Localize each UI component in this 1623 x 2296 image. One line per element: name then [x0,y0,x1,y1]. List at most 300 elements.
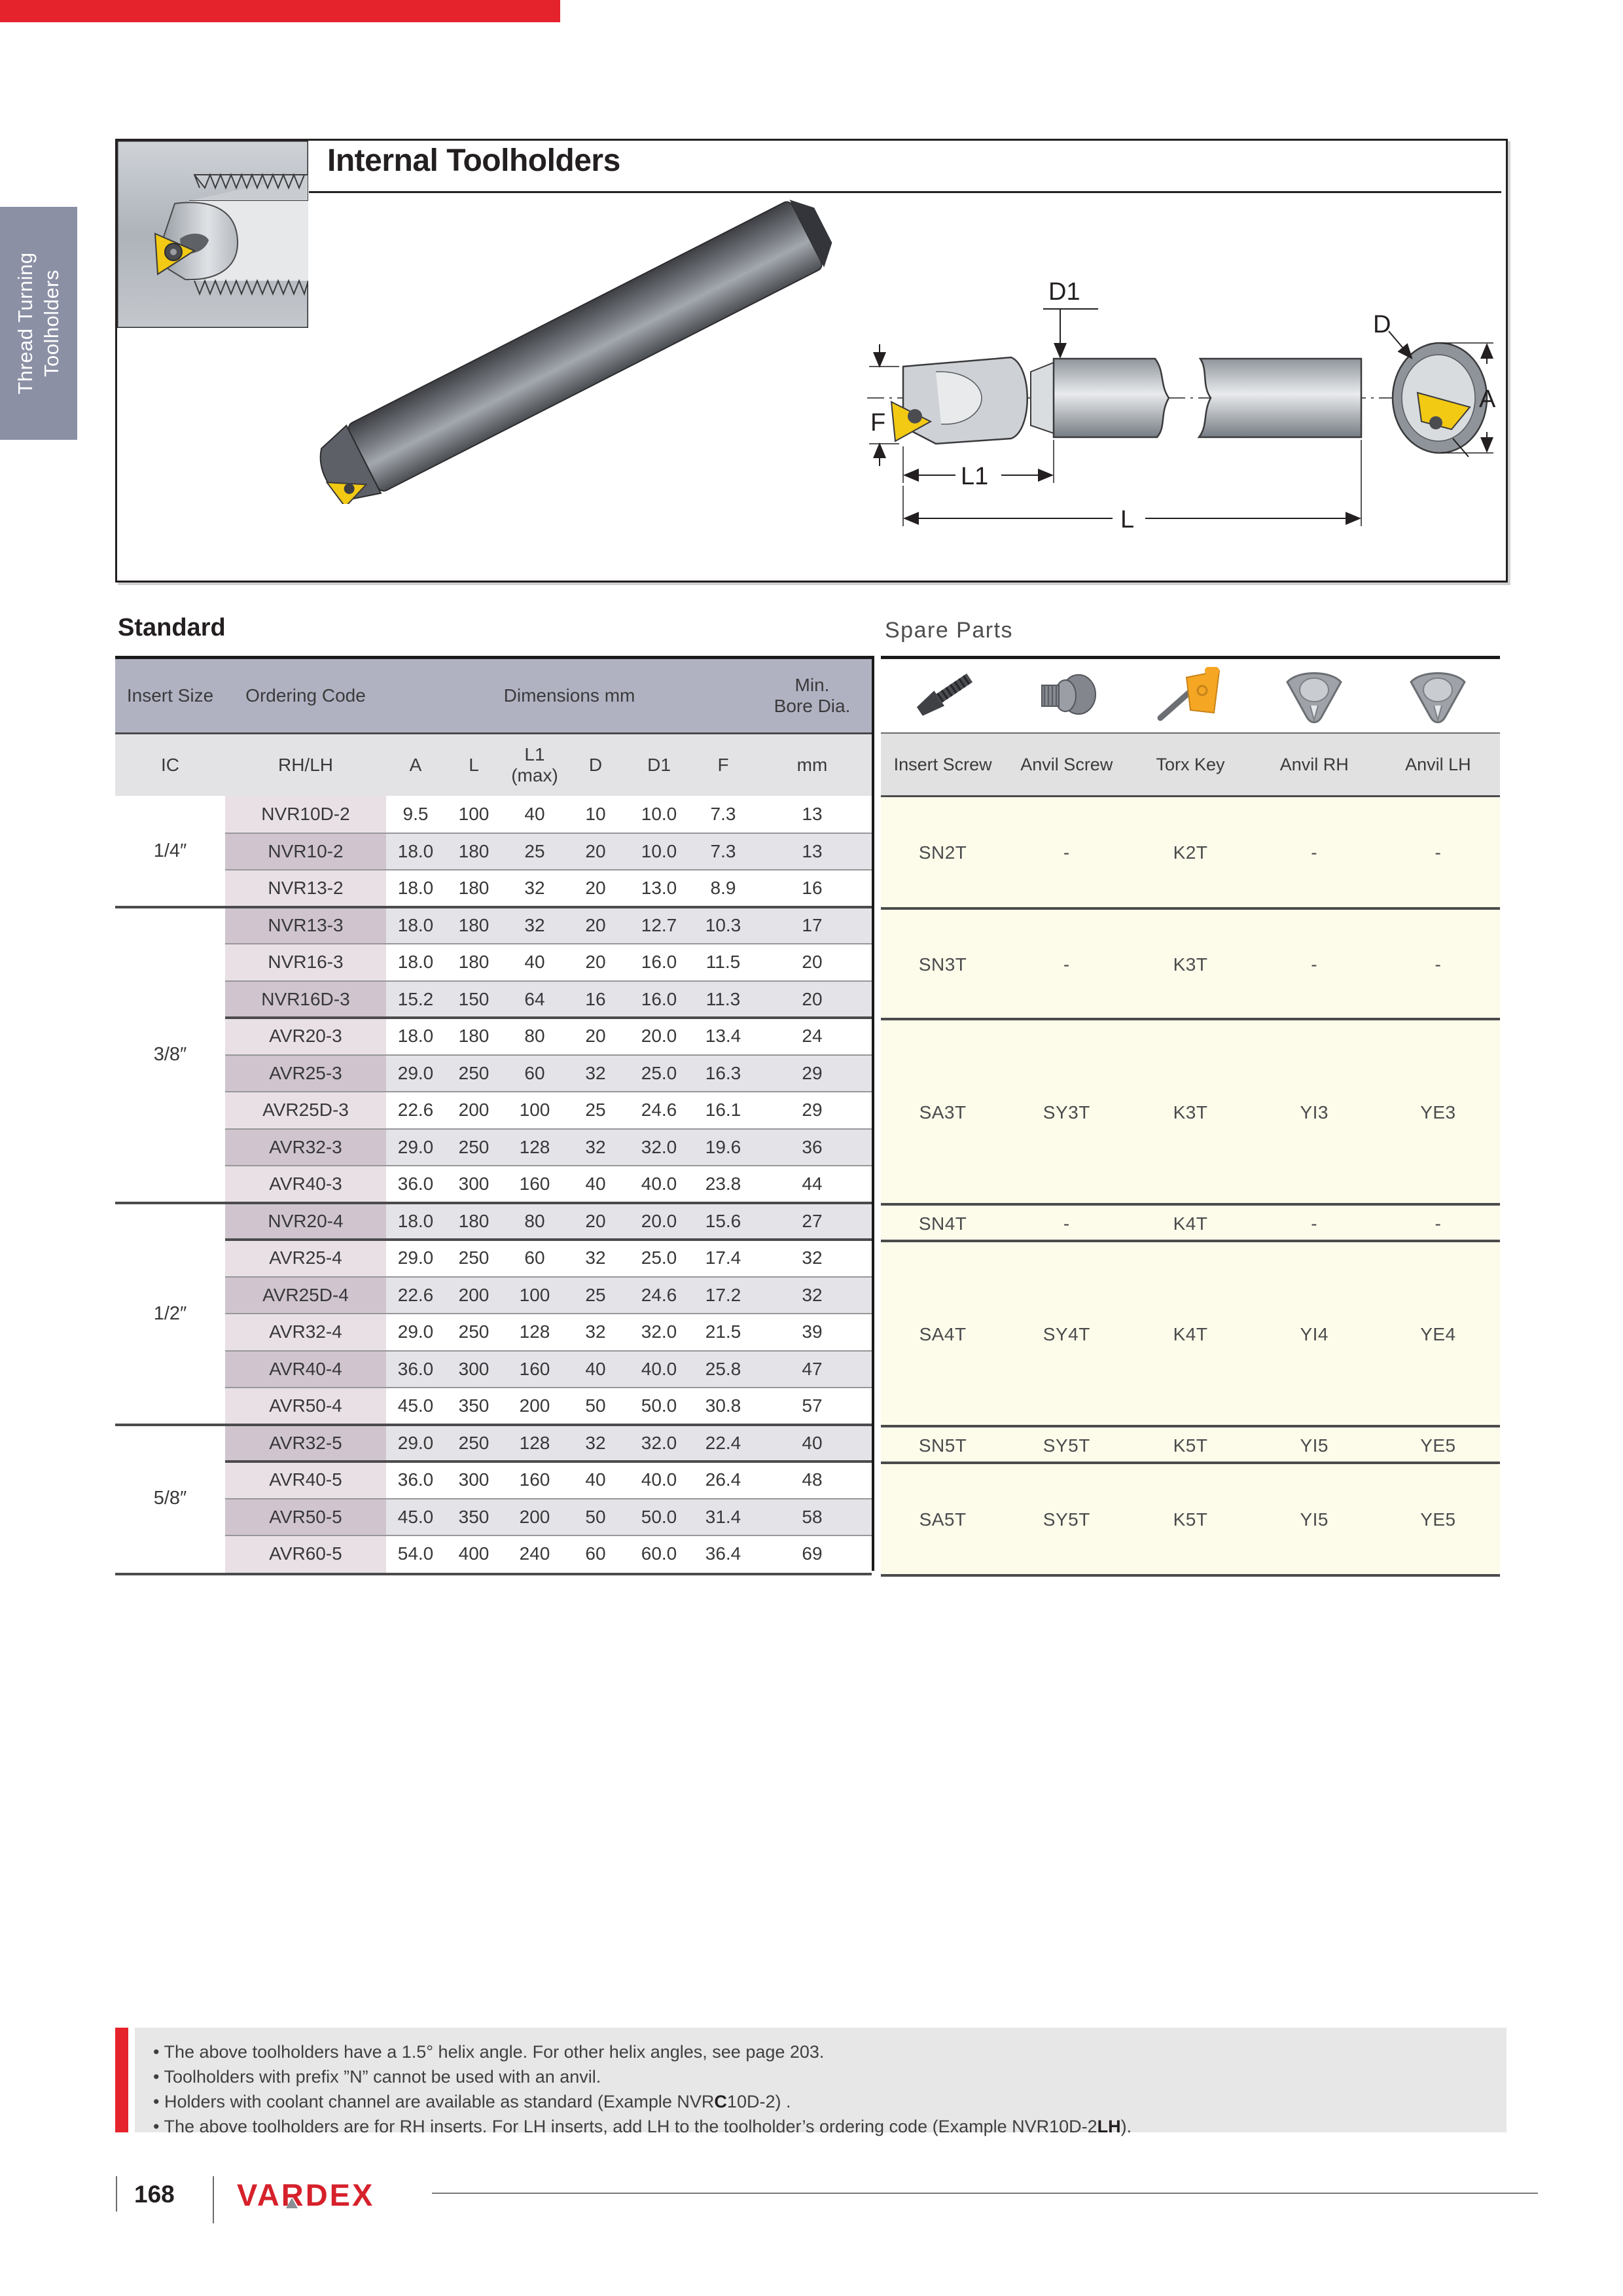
min-bore-cell: 39 [753,1314,872,1351]
table-row [225,907,872,944]
dimension-cell: 128 [503,1314,567,1351]
dimension-cell: 40 [503,796,567,833]
dimension-cell: 7.3 [694,796,753,833]
row-divider-line [225,1535,872,1536]
row-divider-line [225,1387,872,1388]
dimension-cell: 250 [445,1425,503,1462]
table-separator-line [872,656,874,1571]
min-bore-cell: 13 [753,796,872,833]
min-bore-cell: 32 [753,1277,872,1314]
dimension-cell: 250 [445,1055,503,1092]
bullet-icon: • [153,2092,164,2111]
dimension-cell: 40 [567,1351,624,1388]
spare-part-code: YE4 [1420,1324,1456,1345]
dimension-cell: 8.9 [694,870,753,907]
dimension-cell: 80 [503,1018,567,1055]
spare-part-code: SY4T [1043,1324,1090,1345]
dimension-cell: 200 [445,1277,503,1314]
dimension-cell: 36.0 [386,1462,445,1499]
spare-col-torx-key: Torx Key [1156,754,1225,774]
row-divider-line [225,869,872,870]
dimension-cell: 40.0 [624,1462,694,1499]
dimension-cell: 30.8 [694,1388,753,1425]
ordering-code-cell: AVR25-4 [225,1240,386,1277]
standard-header-band [115,659,872,732]
spare-part-code: K2T [1173,842,1208,863]
dimension-cell: 25.0 [624,1240,694,1277]
ordering-code-cell: AVR40-5 [225,1462,386,1499]
dimension-cell: 300 [445,1166,503,1203]
ordering-code-cell: AVR20-3 [225,1018,386,1055]
dimension-cell: 10.0 [624,796,694,833]
table-row [225,944,872,981]
insert-size-cell: 3/8″ [153,1044,187,1065]
spare-parts-group-row [881,1203,1500,1243]
dimension-cell: 50.0 [624,1499,694,1536]
dimension-cell: 21.5 [694,1314,753,1351]
dimension-cell: 31.4 [694,1499,753,1536]
row-divider-line [225,1276,872,1278]
spare-parts-group-row [881,1018,1500,1206]
table-row [225,1314,872,1351]
subheader-f: F [717,755,729,775]
dimension-cell: 18.0 [386,1018,445,1055]
dim-label-d: D [1373,311,1391,338]
spare-part-code: SY5T [1043,1509,1090,1530]
min-bore-cell: 32 [753,1240,872,1277]
spare-part-code: YI4 [1300,1324,1329,1345]
spare-part-code: - [1435,842,1442,863]
dim-label-f: F [870,409,886,437]
min-bore-cell: 13 [753,833,872,870]
dimension-cell: 50 [567,1499,624,1536]
dimension-cell: 40 [567,1166,624,1203]
dimension-cell: 32.0 [624,1314,694,1351]
table-row [225,1129,872,1166]
min-bore-cell: 47 [753,1351,872,1388]
spare-col-anvil-rh: Anvil RH [1279,754,1349,774]
row-divider-line [225,1091,872,1092]
sidebar-tab-line1: Thread Turning [14,252,37,395]
dimension-cell: 350 [445,1388,503,1425]
dimension-cell: 11.5 [694,944,753,981]
dimension-cell: 32 [567,1129,624,1166]
spare-parts-group-row [881,907,1500,1021]
table-row [225,1018,872,1055]
min-bore-cell: 17 [753,907,872,944]
dimension-cell: 180 [445,833,503,870]
insert-size-cell: 1/4″ [153,840,187,862]
dimension-cell: 29.0 [386,1240,445,1277]
table-row [225,1499,872,1536]
ordering-code-cell: AVR50-5 [225,1499,386,1536]
min-bore-cell: 44 [753,1166,872,1203]
row-divider-line [225,1313,872,1314]
ordering-code-cell: NVR10-2 [225,833,386,870]
dimension-cell: 16.0 [624,944,694,981]
spare-col-anvil-lh: Anvil LH [1405,754,1471,774]
dimension-cell: 32 [567,1055,624,1092]
dimension-cell: 25 [503,833,567,870]
spare-part-code: YI5 [1300,1509,1329,1530]
dimension-cell: 15.2 [386,981,445,1018]
dimension-cell: 180 [445,944,503,981]
spare-part-code: K5T [1173,1435,1208,1456]
subgroup-divider-line [225,1238,872,1241]
subheader-d: D [588,755,603,775]
dimension-cell: 10.0 [624,833,694,870]
dimension-cell: 128 [503,1425,567,1462]
spare-part-code: SA5T [919,1509,967,1530]
dimension-cell: 32 [503,907,567,944]
dimension-cell: 10.3 [694,907,753,944]
table-row [225,1351,872,1388]
dimension-cell: 40 [567,1462,624,1499]
note-line [153,2039,1507,2064]
spare-part-code: - [1311,1213,1318,1234]
dimension-cell: 10 [567,796,624,833]
table-row [225,981,872,1018]
dimension-cell: 350 [445,1499,503,1536]
standard-subheader-row [115,732,872,796]
dimension-cell: 9.5 [386,796,445,833]
dimension-cell: 25.0 [624,1055,694,1092]
spare-part-code: SN3T [918,954,967,975]
group-divider-line [115,906,872,908]
min-bore-cell: 29 [753,1055,872,1092]
note-text: 10D-2) . [726,2092,791,2111]
anvil-screw-icon [1005,664,1128,727]
dimension-cell: 20.0 [624,1203,694,1240]
spare-part-code: - [1435,954,1442,975]
sidebar-tab-line2: Toolholders [40,269,63,378]
subgroup-divider-line [225,1460,872,1463]
dimension-cell: 32 [503,870,567,907]
dimension-cell: 200 [503,1388,567,1425]
spare-parts-heading: Spare Parts [885,618,1014,643]
spare-part-code: - [1435,1213,1442,1234]
dimension-cell: 22.6 [386,1277,445,1314]
ordering-code-cell: AVR60-5 [225,1535,386,1573]
subheader-l1: L1 (max) [511,744,558,785]
dimension-cell: 17.4 [694,1240,753,1277]
subheader-mm: mm [796,755,828,775]
min-bore-cell: 58 [753,1499,872,1536]
min-bore-cell: 48 [753,1462,872,1499]
dim-label-l: L [1120,506,1135,533]
dimension-cell: 16.3 [694,1055,753,1092]
spare-part-code: SY3T [1043,1102,1090,1123]
spare-part-code: SN5T [918,1435,967,1456]
ordering-code-cell: AVR50-4 [225,1388,386,1425]
spare-part-code: - [1063,1213,1070,1234]
note-line [153,2114,1507,2139]
min-bore-cell: 69 [753,1535,872,1573]
dimension-cell: 20 [567,833,624,870]
dimension-cell: 50.0 [624,1388,694,1425]
dimension-cell: 25 [567,1277,624,1314]
bullet-icon: • [153,2067,164,2087]
top-red-bar [0,0,560,22]
dimension-cell: 32 [567,1314,624,1351]
dimension-cell: 22.4 [694,1425,753,1462]
dimension-cell: 29.0 [386,1129,445,1166]
spare-part-code: SN4T [918,1213,967,1234]
toolholder-photo [301,196,857,504]
standard-table [115,656,872,1575]
note-text: LH [1097,2117,1121,2136]
dimension-cell: 160 [503,1166,567,1203]
spare-parts-group-row [881,797,1500,908]
table-row [225,796,872,833]
min-bore-cell: 20 [753,944,872,981]
dimension-cell: 16.1 [694,1092,753,1129]
notes-box [135,2028,1507,2136]
insert-size-cell: 1/2″ [153,1302,187,1324]
dimension-drawing [857,267,1502,542]
dimension-cell: 13.4 [694,1018,753,1055]
dimension-cell: 17.2 [694,1277,753,1314]
dimension-cell: 15.6 [694,1203,753,1240]
insert-screw-icon [881,664,1005,727]
table-row [225,1055,872,1092]
dimension-cell: 180 [445,1203,503,1240]
dimension-cell: 200 [503,1499,567,1536]
dimension-cell: 25 [567,1092,624,1129]
dimension-cell: 16 [567,981,624,1018]
bullet-icon: • [153,2042,164,2062]
notes-red-bar [115,2028,128,2132]
subheader-a: A [409,755,422,775]
dimension-cell: 18.0 [386,944,445,981]
dimension-cell: 40.0 [624,1351,694,1388]
dimension-cell: 80 [503,1203,567,1240]
row-divider-line [225,980,872,982]
dimension-cell: 200 [445,1092,503,1129]
spare-part-code: K3T [1173,954,1208,975]
spare-part-code: YE5 [1420,1509,1456,1530]
row-divider-line [225,1165,872,1166]
note-text: The above toolholders have a 1.5° helix angle. For other helix angles, see page 203. [164,2042,825,2062]
title-rule [309,191,1501,193]
spare-parts-group-row [881,1462,1500,1575]
dimension-cell: 20 [567,870,624,907]
spare-part-code: YI3 [1300,1102,1329,1123]
dimension-cell: 26.4 [694,1462,753,1499]
group-divider-line [115,1424,872,1426]
dimension-cell: 32.0 [624,1425,694,1462]
note-text: C [714,2092,727,2111]
spare-part-code: YE3 [1420,1102,1456,1123]
row-divider-line [225,1054,872,1056]
spare-part-code: K5T [1173,1509,1208,1530]
dimension-cell: 100 [445,796,503,833]
ordering-code-cell: AVR40-4 [225,1351,386,1388]
header-ordering-code: Ordering Code [245,685,366,706]
note-text: Holders with coolant channel are available as standard (Example NVR [164,2092,715,2111]
dimension-cell: 32 [567,1425,624,1462]
spare-parts-group-row [881,1240,1500,1427]
dimension-cell: 11.3 [694,981,753,1018]
table-row [225,1240,872,1277]
spare-header-row [881,732,1500,797]
spare-part-code: SA4T [919,1324,967,1345]
dimension-cell: 300 [445,1351,503,1388]
anvil-rh-icon [1253,665,1376,726]
min-bore-cell: 40 [753,1425,872,1462]
dimension-cell: 250 [445,1240,503,1277]
dimension-cell: 45.0 [386,1499,445,1536]
table-row [225,1277,872,1314]
subgroup-divider-line [225,1016,872,1019]
dimension-cell: 7.3 [694,833,753,870]
header-min-bore: Min. Bore Dia. [774,675,851,716]
brand-logo-triangle-icon [286,2198,298,2208]
min-bore-cell: 24 [753,1018,872,1055]
min-bore-cell: 16 [753,870,872,907]
footer-divider-1 [116,2176,117,2212]
ordering-code-cell: AVR25-3 [225,1055,386,1092]
dimension-cell: 40 [503,944,567,981]
dimension-cell: 18.0 [386,833,445,870]
dimension-cell: 16.0 [624,981,694,1018]
subheader-rhlh: RH/LH [277,755,333,775]
dimension-cell: 128 [503,1129,567,1166]
dimension-cell: 20 [567,944,624,981]
spare-part-code: K3T [1173,1102,1208,1123]
dimension-cell: 20.0 [624,1018,694,1055]
min-bore-cell: 29 [753,1092,872,1129]
dimension-cell: 25.8 [694,1351,753,1388]
row-divider-line [225,833,872,834]
spare-parts-table [881,656,1500,1577]
dimension-cell: 12.7 [624,907,694,944]
ordering-code-cell: AVR32-4 [225,1314,386,1351]
dimension-cell: 160 [503,1351,567,1388]
ordering-code-cell: AVR32-5 [225,1425,386,1462]
table-row [225,1535,872,1573]
table-row [225,833,872,870]
spare-part-code: - [1311,954,1318,975]
ordering-code-cell: NVR16D-3 [225,981,386,1018]
spare-part-code: K4T [1173,1324,1208,1345]
spare-icons-row [881,659,1500,732]
dimension-cell: 22.6 [386,1092,445,1129]
table-row [225,870,872,907]
dimension-cell: 54.0 [386,1535,445,1573]
anvil-lh-icon [1376,665,1500,726]
dimension-cell: 32.0 [624,1129,694,1166]
dimension-cell: 100 [503,1277,567,1314]
insert-size-cell: 5/8″ [153,1488,187,1509]
dimension-cell: 150 [445,981,503,1018]
footer-rule [432,2193,1538,2194]
dimension-cell: 40.0 [624,1166,694,1203]
note-text: The above toolholders are for RH inserts. For LH inserts, add LH to the toolholder’s ordering code (Example NVR10D-2 [164,2117,1097,2136]
table-row [225,1092,872,1129]
dim-label-d1: D1 [1048,278,1080,306]
dimension-cell: 24.6 [624,1277,694,1314]
table-row [225,1462,872,1499]
sidebar-tab [0,207,77,440]
min-bore-cell: 20 [753,981,872,1018]
page-title: Internal Toolholders [327,143,620,178]
sidebar-tab-label [0,207,77,440]
dimension-cell: 60 [567,1535,624,1573]
standard-heading: Standard [118,614,226,641]
dimension-cell: 36.4 [694,1535,753,1573]
row-divider-line [225,1350,872,1352]
header-dimensions: Dimensions mm [503,685,635,706]
table-row [225,1203,872,1240]
table-row [225,1388,872,1425]
dimension-cell: 180 [445,1018,503,1055]
ordering-code-cell: NVR13-3 [225,907,386,944]
dimension-cell: 36.0 [386,1351,445,1388]
subheader-ic: IC [161,755,179,775]
brand-logo: VARDEX [237,2178,375,2212]
min-bore-cell: 57 [753,1388,872,1425]
spare-part-code: YI5 [1300,1435,1329,1456]
spare-part-code: - [1311,842,1318,863]
ordering-code-cell: AVR32-3 [225,1129,386,1166]
spare-part-code: SA3T [919,1102,967,1123]
row-divider-line [225,1128,872,1130]
dim-label-l1: L1 [961,463,989,490]
dimension-cell: 18.0 [386,1203,445,1240]
table-row [225,1425,872,1462]
spare-part-code: K4T [1173,1213,1208,1234]
dimension-cell: 20 [567,907,624,944]
standard-table-body [115,796,872,1575]
dimension-cell: 18.0 [386,870,445,907]
dimension-cell: 300 [445,1462,503,1499]
subheader-d1: D1 [647,755,671,775]
dimension-cell: 19.6 [694,1129,753,1166]
dimension-cell: 60 [503,1240,567,1277]
dimension-cell: 180 [445,907,503,944]
spare-parts-group-row [881,1425,1500,1465]
bullet-icon: • [153,2117,164,2136]
dimension-cell: 50 [567,1388,624,1425]
min-bore-cell: 27 [753,1203,872,1240]
spare-part-code: - [1063,842,1070,863]
torx-key-icon [1128,663,1252,728]
row-divider-line [225,943,872,944]
note-line [153,2064,1507,2089]
dimension-cell: 60.0 [624,1535,694,1573]
dimension-cell: 240 [503,1535,567,1573]
header-insert-size: Insert Size [126,685,214,706]
ordering-code-cell: AVR25D-3 [225,1092,386,1129]
ordering-code-cell: AVR40-3 [225,1166,386,1203]
note-text: ). [1120,2117,1132,2136]
note-line [153,2089,1507,2114]
dimension-cell: 400 [445,1535,503,1573]
dimension-cell: 36.0 [386,1166,445,1203]
page-number: 168 [134,2181,175,2208]
dimension-cell: 60 [503,1055,567,1092]
dimension-cell: 160 [503,1462,567,1499]
dimension-cell: 64 [503,981,567,1018]
spare-part-code: SN2T [918,842,967,863]
ordering-code-cell: AVR25D-4 [225,1277,386,1314]
dimension-cell: 29.0 [386,1314,445,1351]
thread-cutaway-image [117,141,308,328]
footer-divider-2 [213,2176,214,2223]
spare-table-body [881,797,1500,1577]
ordering-code-cell: NVR16-3 [225,944,386,981]
